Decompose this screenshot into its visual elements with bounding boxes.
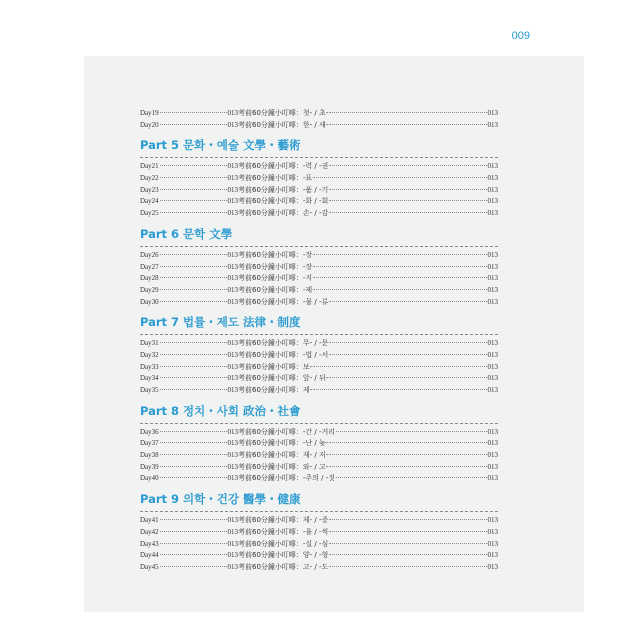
day-entry bbox=[140, 196, 238, 208]
lesson-entry bbox=[238, 108, 498, 120]
toc-entry[interactable] bbox=[140, 362, 498, 374]
toc-entry[interactable] bbox=[140, 473, 498, 485]
toc-entry[interactable] bbox=[140, 438, 498, 450]
toc-entry[interactable] bbox=[140, 350, 498, 362]
lesson-page-number: 013 bbox=[487, 197, 498, 206]
lesson-title: 考前60分鐘小叮嚀：-제 bbox=[238, 285, 313, 294]
lesson-title: 考前60分鐘小叮嚀：제- / -증 bbox=[238, 516, 329, 525]
lesson-page-number: 013 bbox=[487, 174, 498, 183]
toc-entry[interactable] bbox=[140, 196, 498, 208]
dot-leader bbox=[313, 277, 486, 278]
dot-leader bbox=[160, 254, 227, 255]
day-page-number: 013 bbox=[227, 539, 238, 548]
dot-leader bbox=[329, 519, 486, 520]
toc-entry[interactable] bbox=[140, 273, 498, 285]
dot-leader bbox=[160, 189, 227, 190]
lesson-entry bbox=[238, 285, 498, 297]
dot-leader bbox=[313, 266, 486, 267]
dot-leader bbox=[160, 177, 227, 178]
lesson-page-number: 013 bbox=[487, 451, 498, 460]
dot-leader bbox=[329, 466, 486, 467]
lesson-entry bbox=[238, 385, 498, 397]
dot-leader bbox=[160, 442, 227, 443]
day-page-number: 013 bbox=[227, 474, 238, 483]
dot-leader bbox=[329, 442, 486, 443]
lesson-title: 考前60分鐘小叮嚀：-품 / -기 bbox=[238, 185, 329, 194]
lesson-page-number: 013 bbox=[487, 297, 498, 306]
dot-leader bbox=[160, 342, 227, 343]
table-of-contents bbox=[140, 108, 498, 574]
lesson-page-number: 013 bbox=[487, 162, 498, 171]
toc-entry[interactable] bbox=[140, 297, 498, 309]
lesson-entry bbox=[238, 161, 498, 173]
dot-leader bbox=[329, 354, 486, 355]
dot-leader bbox=[160, 554, 227, 555]
lesson-entry bbox=[238, 196, 498, 208]
lesson-page-number: 013 bbox=[487, 386, 498, 394]
lesson-entry bbox=[238, 338, 498, 350]
day-label: Day27 bbox=[140, 262, 159, 271]
day-label: Day42 bbox=[140, 527, 159, 536]
lesson-entry bbox=[238, 120, 498, 132]
lesson-entry bbox=[238, 185, 498, 197]
lesson-entry bbox=[238, 250, 498, 262]
dot-leader bbox=[329, 212, 486, 213]
lesson-page-number: 013 bbox=[487, 562, 498, 571]
toc-entry[interactable] bbox=[140, 161, 498, 173]
dot-leader bbox=[313, 289, 486, 290]
lesson-title: 考前60分鐘小叮嚀：-실 / -심 bbox=[238, 539, 329, 548]
lesson-entry bbox=[238, 173, 498, 185]
day-label: Day34 bbox=[140, 374, 159, 383]
part-heading: Part 9 의학・건강 醫學・健康 bbox=[140, 491, 498, 512]
day-entry bbox=[140, 350, 238, 362]
day-entry bbox=[140, 120, 238, 132]
lesson-page-number: 013 bbox=[487, 250, 498, 259]
day-entry bbox=[140, 285, 238, 297]
day-label: Day24 bbox=[140, 197, 159, 206]
day-entry bbox=[140, 539, 238, 551]
lesson-title: 考前60分鐘小叮嚀：양- / -형 bbox=[238, 551, 329, 560]
dot-leader bbox=[336, 477, 486, 478]
toc-entry[interactable] bbox=[140, 250, 498, 262]
day-label: Day41 bbox=[140, 516, 159, 525]
lesson-title: 考前60分鐘小叮嚀：-주의 / -짓 bbox=[238, 474, 336, 483]
lesson-entry bbox=[238, 515, 498, 527]
day-page-number: 013 bbox=[227, 551, 238, 560]
dot-leader bbox=[329, 165, 486, 166]
dot-leader bbox=[160, 466, 227, 467]
day-entry bbox=[140, 438, 238, 450]
day-entry bbox=[140, 262, 238, 274]
day-page-number: 013 bbox=[227, 274, 238, 283]
dot-leader bbox=[160, 566, 227, 567]
day-label: Day25 bbox=[140, 209, 159, 218]
day-page-number: 013 bbox=[227, 339, 238, 348]
toc-entry[interactable] bbox=[140, 527, 498, 539]
lesson-entry bbox=[238, 550, 498, 562]
day-entry bbox=[140, 108, 238, 120]
lesson-page-number: 013 bbox=[487, 527, 498, 536]
toc-entry[interactable] bbox=[140, 185, 498, 197]
lesson-title: 考前60分鐘小叮嚀：-간 / -거리 bbox=[238, 427, 336, 436]
part-heading: Part 6 문학 文學 bbox=[140, 226, 498, 247]
dot-leader bbox=[160, 366, 227, 367]
lesson-page-number: 013 bbox=[487, 516, 498, 525]
day-label: Day23 bbox=[140, 185, 159, 194]
day-label: Day39 bbox=[140, 462, 159, 471]
lesson-title: 考前60分鐘小叮嚀：-력 / -권 bbox=[238, 162, 329, 171]
day-entry bbox=[140, 161, 238, 173]
dot-leader bbox=[160, 165, 227, 166]
day-page-number: 013 bbox=[227, 439, 238, 448]
lesson-entry bbox=[238, 208, 498, 220]
lesson-entry bbox=[238, 450, 498, 462]
day-label: Day45 bbox=[140, 562, 159, 571]
day-page-number: 013 bbox=[227, 386, 238, 394]
day-entry bbox=[140, 550, 238, 562]
day-page-number: 013 bbox=[227, 462, 238, 471]
day-entry bbox=[140, 250, 238, 262]
day-label: Day44 bbox=[140, 551, 159, 560]
day-label: Day21 bbox=[140, 162, 159, 171]
page-number: 009 bbox=[511, 30, 530, 42]
lesson-page-number: 013 bbox=[487, 551, 498, 560]
toc-entry[interactable] bbox=[140, 562, 498, 574]
dot-leader bbox=[160, 431, 227, 432]
lesson-page-number: 013 bbox=[487, 262, 498, 271]
toc-entry[interactable] bbox=[140, 515, 498, 527]
lesson-title: 考前60分鐘小叮嚀：-장 bbox=[238, 262, 313, 271]
day-page-number: 013 bbox=[227, 120, 238, 129]
lesson-page-number: 013 bbox=[487, 474, 498, 483]
dot-leader bbox=[160, 531, 227, 532]
lesson-entry bbox=[238, 350, 498, 362]
lesson-title: 考前60分鐘小叮嚀：보- bbox=[238, 362, 313, 371]
lesson-entry bbox=[238, 262, 498, 274]
dot-leader bbox=[329, 124, 486, 125]
lesson-title: 考前60分鐘小叮嚀：-표 bbox=[238, 174, 313, 183]
toc-entry[interactable] bbox=[140, 462, 498, 474]
day-page-number: 013 bbox=[227, 162, 238, 171]
toc-entry[interactable] bbox=[140, 550, 498, 562]
day-page-number: 013 bbox=[227, 262, 238, 271]
lesson-entry bbox=[238, 427, 498, 439]
dot-leader bbox=[329, 531, 486, 532]
dot-leader bbox=[160, 477, 227, 478]
day-page-number: 013 bbox=[227, 527, 238, 536]
day-page-number: 013 bbox=[227, 197, 238, 206]
lesson-page-number: 013 bbox=[487, 109, 498, 117]
day-entry bbox=[140, 338, 238, 350]
day-label: Day37 bbox=[140, 439, 159, 448]
lesson-title: 考前60分鐘小叮嚀：-지 bbox=[238, 274, 313, 283]
day-page-number: 013 bbox=[227, 427, 238, 436]
day-label: Day38 bbox=[140, 451, 159, 460]
lesson-entry bbox=[238, 473, 498, 485]
day-label: Day33 bbox=[140, 362, 159, 371]
toc-entry[interactable] bbox=[140, 427, 498, 439]
dot-leader bbox=[329, 301, 486, 302]
lesson-entry bbox=[238, 273, 498, 285]
day-label: Day43 bbox=[140, 539, 159, 548]
dot-leader bbox=[329, 112, 486, 113]
day-page-number: 013 bbox=[227, 285, 238, 294]
dot-leader bbox=[160, 454, 227, 455]
day-label: Day32 bbox=[140, 350, 159, 359]
lesson-title: 考前60分鐘小叮嚀：앞- / 뒤- bbox=[238, 374, 329, 383]
day-entry bbox=[140, 208, 238, 220]
lesson-title: 考前60分鐘小叮嚀：재- / 저- bbox=[238, 451, 329, 460]
lesson-entry bbox=[238, 373, 498, 385]
lesson-entry bbox=[238, 462, 498, 474]
lesson-page-number: 013 bbox=[487, 209, 498, 218]
day-page-number: 013 bbox=[227, 350, 238, 359]
day-page-number: 013 bbox=[227, 516, 238, 525]
lesson-title: 考前60分鐘小叮嚀：-장 bbox=[238, 250, 313, 259]
lesson-entry bbox=[238, 562, 498, 574]
dot-leader bbox=[160, 354, 227, 355]
dot-leader bbox=[160, 266, 227, 267]
dot-leader bbox=[336, 431, 486, 432]
day-page-number: 013 bbox=[227, 209, 238, 218]
day-entry bbox=[140, 273, 238, 285]
day-label: Day30 bbox=[140, 297, 159, 306]
day-entry bbox=[140, 185, 238, 197]
day-entry bbox=[140, 173, 238, 185]
day-page-number: 013 bbox=[227, 451, 238, 460]
dot-leader bbox=[160, 124, 227, 125]
dot-leader bbox=[313, 177, 486, 178]
day-label: Day22 bbox=[140, 174, 159, 183]
day-entry bbox=[140, 427, 238, 439]
lesson-title: 考前60分鐘小叮嚀：첫- / 초- bbox=[238, 109, 329, 117]
day-entry bbox=[140, 462, 238, 474]
day-entry bbox=[140, 450, 238, 462]
day-page-number: 013 bbox=[227, 250, 238, 259]
toc-entry[interactable] bbox=[140, 108, 498, 120]
lesson-page-number: 013 bbox=[487, 285, 498, 294]
day-entry bbox=[140, 562, 238, 574]
lesson-title: 考前60分鐘小叮嚀：고- / -도 bbox=[238, 562, 329, 571]
part-heading: Part 5 문화・예술 文學・藝術 bbox=[140, 137, 498, 158]
toc-entry[interactable] bbox=[140, 450, 498, 462]
lesson-page-number: 013 bbox=[487, 339, 498, 348]
lesson-title: 考前60分鐘小叮嚀：한- / 새- bbox=[238, 120, 329, 129]
dot-leader bbox=[329, 566, 486, 567]
lesson-entry bbox=[238, 539, 498, 551]
dot-leader bbox=[160, 212, 227, 213]
dot-leader bbox=[329, 342, 486, 343]
lesson-title: 考前60分鐘小叮嚀：-화 / -회 bbox=[238, 197, 329, 206]
lesson-page-number: 013 bbox=[487, 350, 498, 359]
lesson-page-number: 013 bbox=[487, 274, 498, 283]
dot-leader bbox=[329, 200, 486, 201]
dot-leader bbox=[329, 377, 486, 378]
day-page-number: 013 bbox=[227, 174, 238, 183]
day-label: Day40 bbox=[140, 474, 159, 483]
day-page-number: 013 bbox=[227, 297, 238, 306]
day-entry bbox=[140, 373, 238, 385]
dot-leader bbox=[160, 112, 227, 113]
lesson-title: 考前60分鐘小叮嚀：와- / 고- bbox=[238, 462, 329, 471]
lesson-title: 考前60分鐘小叮嚀：-물 / -류 bbox=[238, 297, 329, 306]
day-entry bbox=[140, 362, 238, 374]
lesson-page-number: 013 bbox=[487, 439, 498, 448]
lesson-entry bbox=[238, 438, 498, 450]
lesson-title: 考前60分鐘小叮嚀：-난 / 늦- bbox=[238, 439, 329, 448]
dot-leader bbox=[329, 554, 486, 555]
dot-leader bbox=[160, 519, 227, 520]
day-label: Day28 bbox=[140, 274, 159, 283]
dot-leader bbox=[160, 289, 227, 290]
toc-entry[interactable] bbox=[140, 285, 498, 297]
lesson-page-number: 013 bbox=[487, 427, 498, 436]
day-page-number: 013 bbox=[227, 109, 238, 117]
lesson-page-number: 013 bbox=[487, 362, 498, 371]
day-label: Day20 bbox=[140, 120, 159, 129]
lesson-entry bbox=[238, 362, 498, 374]
day-entry bbox=[140, 515, 238, 527]
day-label: Day31 bbox=[140, 339, 159, 348]
dot-leader bbox=[329, 543, 486, 544]
lesson-title: 考前60分鐘小叮嚀：-법 / -서 bbox=[238, 350, 329, 359]
day-page-number: 013 bbox=[227, 374, 238, 383]
day-page-number: 013 bbox=[227, 185, 238, 194]
dot-leader bbox=[313, 254, 486, 255]
dot-leader bbox=[160, 389, 227, 390]
dot-leader bbox=[160, 277, 227, 278]
day-label: Day35 bbox=[140, 386, 159, 394]
day-entry bbox=[140, 527, 238, 539]
lesson-page-number: 013 bbox=[487, 185, 498, 194]
dot-leader bbox=[329, 189, 486, 190]
dot-leader bbox=[313, 389, 486, 390]
toc-entry[interactable] bbox=[140, 208, 498, 220]
day-entry bbox=[140, 385, 238, 397]
part-heading: Part 7 법률・제도 法律・制度 bbox=[140, 314, 498, 335]
day-page-number: 013 bbox=[227, 562, 238, 571]
dot-leader bbox=[329, 454, 486, 455]
dot-leader bbox=[160, 301, 227, 302]
toc-entry[interactable] bbox=[140, 262, 498, 274]
day-entry bbox=[140, 473, 238, 485]
dot-leader bbox=[160, 200, 227, 201]
lesson-entry bbox=[238, 297, 498, 309]
dot-leader bbox=[160, 543, 227, 544]
toc-entry[interactable] bbox=[140, 539, 498, 551]
lesson-page-number: 013 bbox=[487, 539, 498, 548]
lesson-title: 考前60分鐘小叮嚀：무- / -문 bbox=[238, 339, 329, 348]
lesson-title: 考前60分鐘小叮嚀：손- / -감 bbox=[238, 209, 329, 218]
toc-entry[interactable] bbox=[140, 338, 498, 350]
toc-entry[interactable] bbox=[140, 120, 498, 132]
lesson-entry bbox=[238, 527, 498, 539]
lesson-page-number: 013 bbox=[487, 374, 498, 383]
part-heading: Part 8 정치・사회 政治・社會 bbox=[140, 403, 498, 424]
lesson-page-number: 013 bbox=[487, 462, 498, 471]
day-entry bbox=[140, 297, 238, 309]
day-label: Day36 bbox=[140, 427, 159, 436]
dot-leader bbox=[160, 377, 227, 378]
day-page-number: 013 bbox=[227, 362, 238, 371]
lesson-title: 考前60分鐘小叮嚀：제- bbox=[238, 386, 313, 394]
day-label: Day29 bbox=[140, 285, 159, 294]
lesson-title: 考前60分鐘小叮嚀：-율 / -씩 bbox=[238, 527, 329, 536]
lesson-page-number: 013 bbox=[487, 120, 498, 129]
toc-entry[interactable] bbox=[140, 373, 498, 385]
toc-entry[interactable] bbox=[140, 173, 498, 185]
day-label: Day19 bbox=[140, 109, 159, 117]
dot-leader bbox=[313, 366, 486, 367]
day-label: Day26 bbox=[140, 250, 159, 259]
toc-entry[interactable] bbox=[140, 385, 498, 397]
